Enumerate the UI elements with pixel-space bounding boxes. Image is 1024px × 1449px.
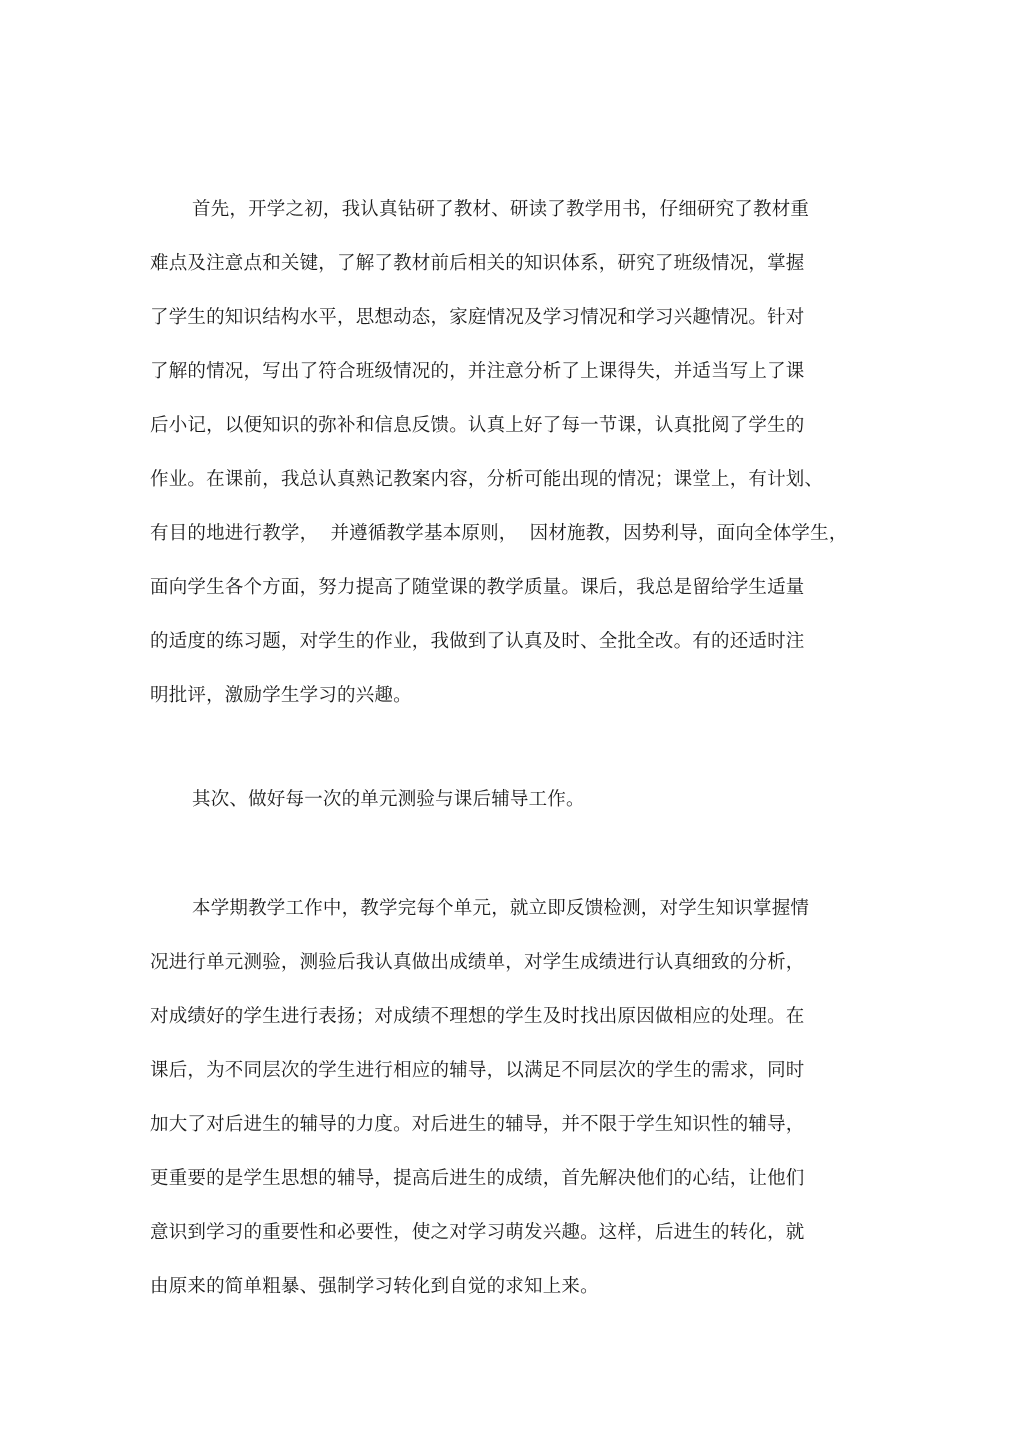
paragraph-unit-test-heading <box>150 773 890 827</box>
text-line: 加大了对后进生的辅导的力度。对后进生的辅导，并不限于学生知识性的辅导， <box>150 1114 805 1135</box>
text-line: 况进行单元测验，测验后我认真做出成绩单，对学生成绩进行认真细致的分析， <box>150 952 805 973</box>
text-line: 其次、做好每一次的单元测验与课后辅导工作。 <box>192 789 585 810</box>
paragraph-teaching-preparation <box>150 183 890 723</box>
text-line: 有目的地进行教学， 并遵循教学基本原则， 因材施教，因势利导，面向全体学生， <box>150 523 848 544</box>
text-line: 由原来的简单粗暴、强制学习转化到自觉的求知上来。 <box>150 1276 599 1297</box>
text-line: 课后，为不同层次的学生进行相应的辅导，以满足不同层次的学生的需求，同时 <box>150 1060 805 1081</box>
text-line: 作业。在课前，我总认真熟记教案内容，分析可能出现的情况；课堂上，有计划、 <box>150 469 824 490</box>
text-line: 难点及注意点和关键，了解了教材前后相关的知识体系，研究了班级情况，掌握 <box>150 253 805 274</box>
text-line: 了解的情况，写出了符合班级情况的，并注意分析了上课得失，并适当写上了课 <box>150 361 805 382</box>
text-line: 首先，开学之初，我认真钻研了教材、研读了教学用书，仔细研究了教材重 <box>192 199 810 220</box>
text-line: 本学期教学工作中，教学完每个单元，就立即反馈检测，对学生知识掌握情 <box>192 898 810 919</box>
text-line: 对成绩好的学生进行表扬；对成绩不理想的学生及时找出原因做相应的处理。在 <box>150 1006 805 1027</box>
text-line: 意识到学习的重要性和必要性，使之对学习萌发兴趣。这样，后进生的转化，就 <box>150 1222 805 1243</box>
text-line: 后小记，以便知识的弥补和信息反馈。认真上好了每一节课，认真批阅了学生的 <box>150 415 805 436</box>
text-line: 明批评，激励学生学习的兴趣。 <box>150 685 412 706</box>
text-line: 面向学生各个方面，努力提高了随堂课的教学质量。课后，我总是留给学生适量 <box>150 577 805 598</box>
text-line: 了学生的知识结构水平，思想动态，家庭情况及学习情况和学习兴趣情况。针对 <box>150 307 805 328</box>
text-line: 更重要的是学生思想的辅导，提高后进生的成绩，首先解决他们的心结，让他们 <box>150 1168 805 1189</box>
text-line: 的适度的练习题，对学生的作业，我做到了认真及时、全批全改。有的还适时注 <box>150 631 805 652</box>
paragraph-unit-test-tutoring <box>150 882 890 1314</box>
